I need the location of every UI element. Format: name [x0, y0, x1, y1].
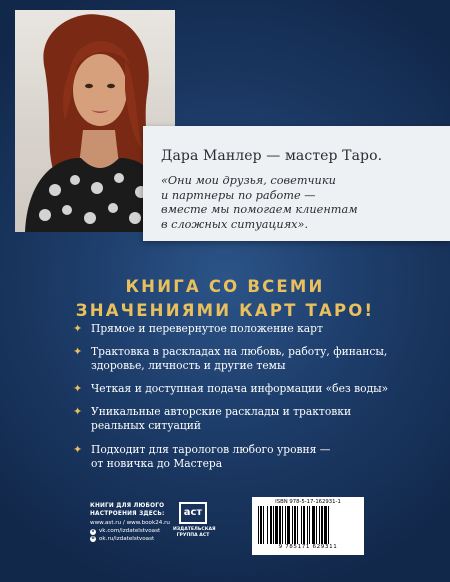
feature-item	[73, 382, 403, 396]
feature-item	[73, 345, 403, 373]
publisher-name	[173, 527, 216, 538]
star-bullet-icon: ✦	[73, 442, 83, 456]
barcode-icon	[256, 506, 360, 544]
publisher-name-line: ГРУППА АСТ	[176, 532, 210, 538]
ok-icon: o	[91, 536, 95, 542]
feature-item	[73, 322, 403, 336]
vk-icon: v	[91, 528, 95, 534]
ok-link[interactable]	[90, 536, 170, 544]
isbn-text: ISBN 978-5-17-162931-1	[275, 499, 341, 505]
headline-line: ЗНАЧЕНИЯМИ КАРТ ТАРО!	[75, 301, 375, 320]
publisher-links	[90, 503, 170, 543]
links-title	[90, 503, 170, 518]
website-link[interactable]	[90, 520, 170, 528]
publisher-name-line: ИЗДАТЕЛЬСКАЯ	[173, 527, 216, 532]
star-bullet-icon: ✦	[73, 322, 83, 335]
website-link-text: www.ast.ru / www.book24.ru	[90, 520, 170, 526]
author-name-line: Дара Манлер — мастер Таро.	[161, 148, 383, 164]
headline	[0, 275, 450, 323]
barcode-block	[252, 497, 364, 555]
vk-link-text: vk.com/izdatelstvoast	[99, 527, 161, 534]
feature-line: реальных ситуаций	[91, 419, 202, 433]
feature-item	[73, 443, 403, 471]
feature-list	[73, 322, 403, 480]
feature-line: здоровье, личность и другие темы	[91, 359, 286, 373]
author-quote	[161, 174, 438, 232]
feature-line: Трактовка в раскладах на любовь, работу, финансы,	[91, 345, 388, 359]
vk-link[interactable]	[90, 528, 170, 536]
feature-line: Подходит для тарологов любого уровня —	[91, 442, 331, 456]
feature-line: Уникальные авторские расклады и трактовки	[91, 405, 352, 419]
star-bullet-icon: ✦	[73, 382, 83, 396]
quote-line: и партнеры по работе —	[161, 188, 316, 202]
author-quote-card	[143, 126, 450, 241]
feature-line: Прямое и перевернутое положение карт	[91, 322, 323, 335]
ok-link-text: ok.ru/izdatelstvoast	[99, 535, 155, 542]
star-bullet-icon: ✦	[73, 405, 83, 419]
headline-line: КНИГА СО ВСЕМИ	[125, 277, 325, 296]
feature-item	[73, 405, 403, 433]
publisher-logo	[173, 502, 216, 552]
links-title-line: КНИГИ ДЛЯ ЛЮБОГО	[90, 503, 165, 509]
quote-line: в сложных ситуациях».	[161, 217, 309, 231]
quote-line: «Они мои друзья, советчики	[161, 174, 336, 187]
ast-logo-icon: аст	[179, 502, 207, 524]
quote-line: вместе мы помогаем клиентам	[161, 203, 358, 217]
feature-line: от новичка до Мастера	[91, 456, 223, 470]
star-bullet-icon: ✦	[73, 345, 83, 359]
feature-line: Четкая и доступная подача информации «без воды»	[91, 382, 389, 396]
links-title-line: НАСТРОЕНИЯ ЗДЕСЬ:	[90, 510, 165, 517]
barcode-number: 9 785171 629311	[278, 544, 338, 550]
